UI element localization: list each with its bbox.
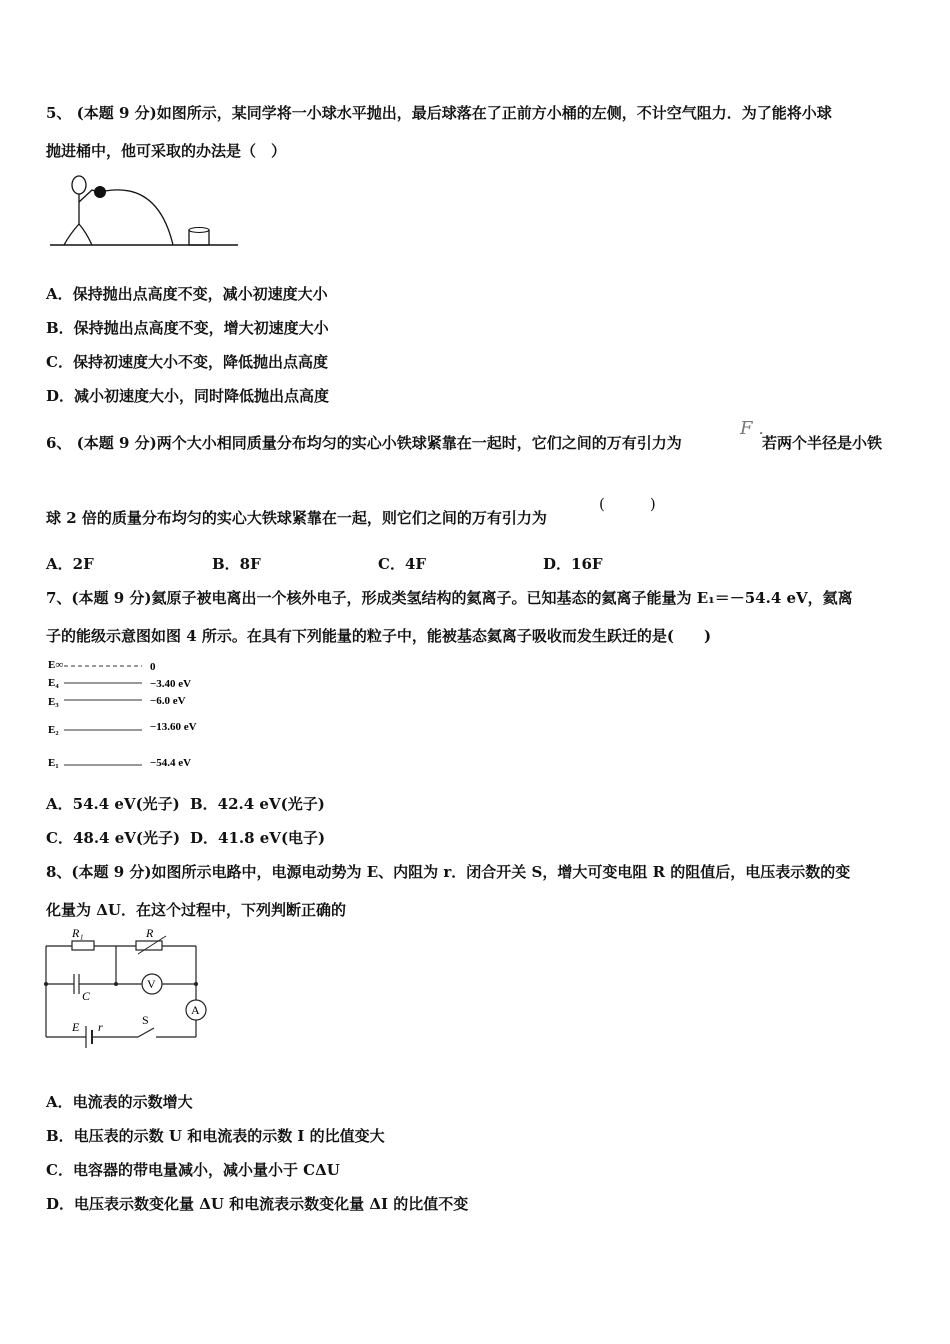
level-e3-value: −6.0 eV bbox=[150, 695, 186, 707]
ammeter-label: A bbox=[191, 1003, 200, 1017]
q7-option-a: A．54.4 eV(光子) bbox=[46, 795, 180, 813]
q8-circuit-diagram bbox=[42, 924, 212, 1059]
q6-stem-line1a: 6、 (本题 9 分)两个大小相同质量分布均匀的实心小铁球紧靠在一起时，它们之间的万有引力为 bbox=[46, 434, 682, 452]
c-label: C bbox=[82, 989, 91, 1003]
internal-r-label: r bbox=[98, 1020, 103, 1034]
r1-label: R₁ bbox=[72, 926, 84, 940]
q6-answer-paren: ( ) bbox=[599, 495, 656, 513]
level-e2-name: E₂ bbox=[48, 724, 59, 736]
q7-stem-line1: 7、(本题 9 分)氦原子被电离出一个核外电子，形成类氢结构的氦离子。已知基态的氦离子能量为 E₁＝－54.4 eV，氦离 bbox=[46, 589, 853, 607]
q6-option-a: A．2F bbox=[46, 555, 94, 573]
level-e3-name: E₃ bbox=[48, 696, 59, 708]
level-e-inf-name: E∞ bbox=[48, 659, 64, 671]
level-e1-name: E₁ bbox=[48, 757, 59, 769]
q7-option-b: B．42.4 eV(光子) bbox=[190, 795, 325, 813]
level-e4 bbox=[48, 677, 191, 690]
q5-option-a: A．保持抛出点高度不变，减小初速度大小 bbox=[46, 285, 328, 303]
level-e1-value: −54.4 eV bbox=[150, 757, 192, 769]
q6-option-d: D．16F bbox=[543, 555, 603, 573]
q5-option-b: B．保持抛出点高度不变，增大初速度大小 bbox=[46, 319, 329, 337]
q6-option-c: C．4F bbox=[378, 555, 427, 573]
level-e3 bbox=[48, 695, 186, 708]
q7-option-c: C．48.4 eV(光子) bbox=[46, 829, 181, 847]
q7-option-d: D．41.8 eV(电子) bbox=[190, 829, 326, 847]
q8-option-d: D．电压表示数变化量 ΔU 和电流表示数变化量 ΔI 的比值不变 bbox=[46, 1195, 469, 1213]
q6-option-b: B．8F bbox=[212, 555, 261, 573]
q8-option-a: A．电流表的示数增大 bbox=[46, 1093, 193, 1111]
level-e-inf-value: 0 bbox=[150, 661, 156, 673]
level-e4-name: E₄ bbox=[48, 677, 59, 689]
q5-throw-figure bbox=[48, 172, 243, 250]
q5-option-d: D．减小初速度大小，同时降低抛出点高度 bbox=[46, 387, 330, 405]
q5-stem-line2: 抛进桶中，他可采取的办法是（ ） bbox=[46, 142, 287, 160]
q6-stem-line1b: 若两个半径是小铁 bbox=[762, 434, 883, 452]
q8-option-b: B．电压表的示数 U 和电流表的示数 I 的比值变大 bbox=[46, 1127, 385, 1145]
voltmeter-label: V bbox=[147, 977, 156, 991]
level-e4-value: −3.40 eV bbox=[150, 678, 192, 690]
q7-stem-line2: 子的能级示意图如图 4 所示。在具有下列能量的粒子中，能被基态氦离子吸收而发生跃迁的是( ) bbox=[46, 627, 712, 645]
level-e2 bbox=[48, 721, 197, 736]
q8-stem-line1: 8、(本题 9 分)如图所示电路中，电源电动势为 E、内阻为 r．闭合开关 S，增大可变电阻 R 的阻值后，电压表示数的变 bbox=[46, 863, 851, 881]
switch-label: S bbox=[142, 1013, 149, 1027]
q6-stem-line2: 球 2 倍的质量分布均匀的实心大铁球紧靠在一起，则它们之间的万有引力为 bbox=[46, 509, 547, 527]
q7-energy-level-diagram bbox=[48, 656, 228, 774]
level-e1 bbox=[48, 757, 191, 769]
level-e-inf bbox=[48, 659, 156, 673]
q8-option-c: C．电容器的带电量减小，减小量小于 CΔU bbox=[46, 1161, 340, 1179]
q8-stem-line2: 化量为 ΔU．在这个过程中，下列判断正确的 bbox=[46, 901, 346, 919]
q5-option-c: C．保持初速度大小不变，降低抛出点高度 bbox=[46, 353, 328, 371]
q6-formula-f: F . bbox=[740, 418, 764, 439]
level-e2-value: −13.60 eV bbox=[150, 721, 197, 733]
q5-stem-line1: 5、 (本题 9 分)如图所示，某同学将一小球水平抛出，最后球落在了正前方小桶的左侧，不计空气阻力．为了能将小球 bbox=[46, 104, 832, 122]
e-label: E bbox=[72, 1020, 80, 1034]
r-label: R bbox=[146, 926, 154, 940]
